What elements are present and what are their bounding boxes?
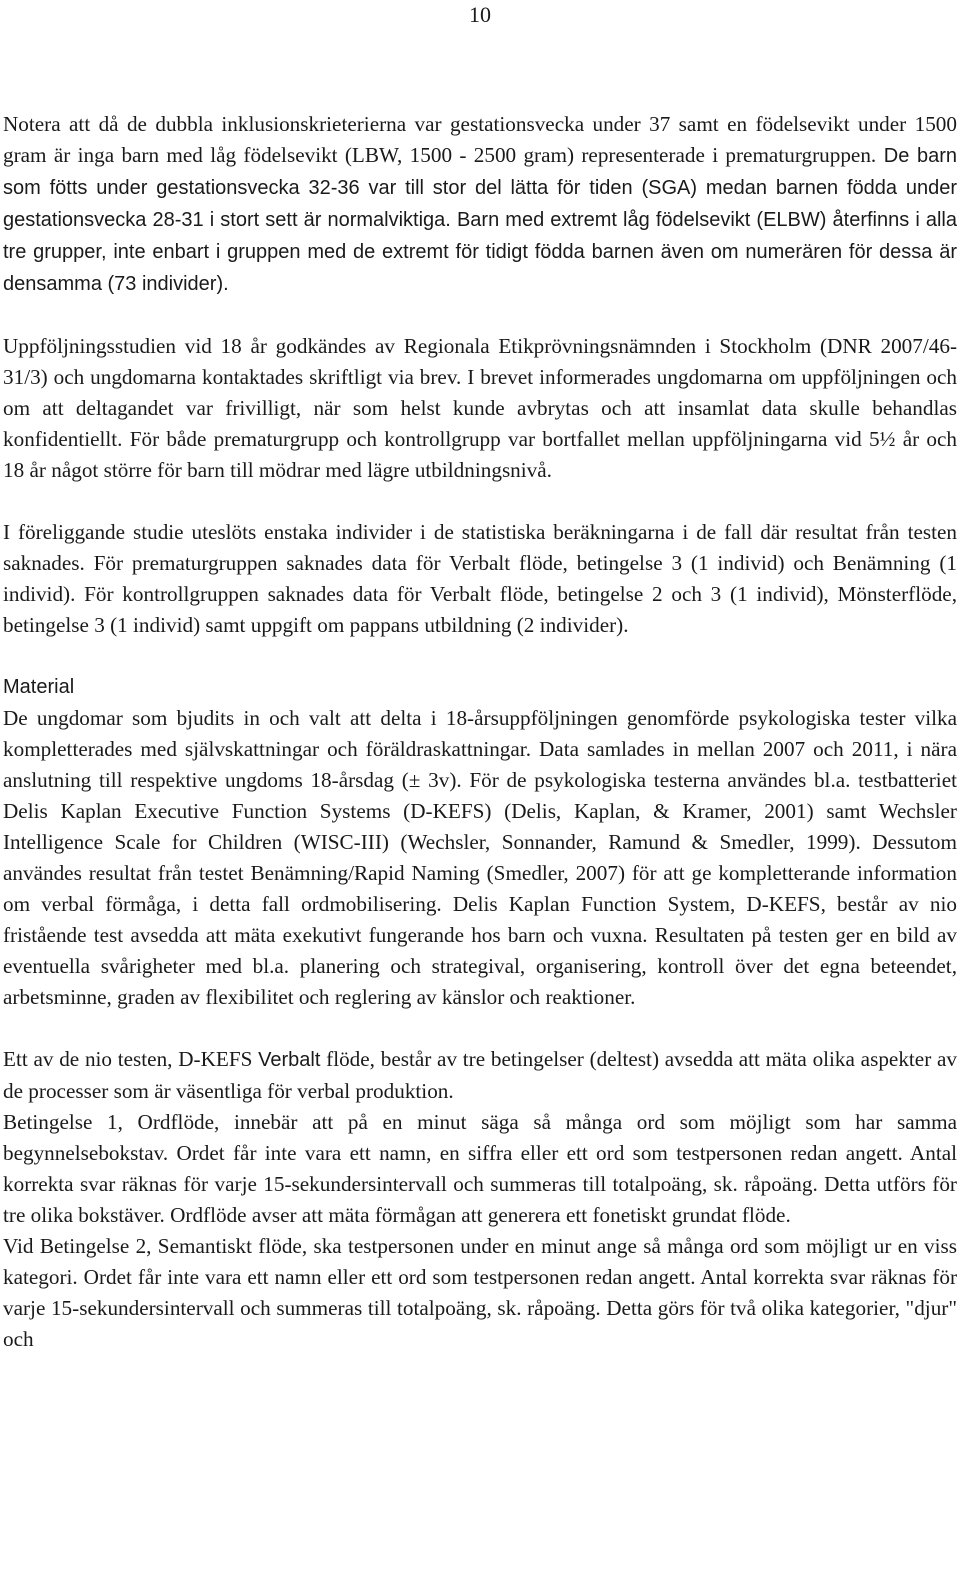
paragraph-material-e: Resultaten på testen ger en bild av eventuella svårigheter med bl.a. planering och strategival, organisering, kontroll över det egna beteendet, arbetsminne, graden av flexibilitet och reglering av känslor och reaktioner. — [3, 923, 957, 1009]
paragraph-material-c: Dessutom användes resultat från testet Benämning/Rapid Naming (Smedler, 2007) för att ge kompletterande information om verbal förmåga, i detta fall ordmobilisering. — [3, 830, 957, 916]
paragraph-material-b: För de psykologiska testerna användes bl.a. testbatteriet Delis Kaplan Executive Function Systems (D-KEFS) (Delis, Kaplan, & Kramer, 2001) samt Wechsler Intelligence Scale for Children (WISC-III) (Wechsler, Sonnander, Ramund & Smedler, 1999). — [3, 768, 957, 854]
paragraph-missing-data-b: För prematurgruppen saknades data för Verbalt flöde, betingelse 3 (1 individ) och Benämning (1 individ). — [3, 551, 957, 606]
paragraph-gap — [3, 486, 957, 517]
paragraph-inclusion-criteria-a: Notera att då de dubbla inklusionskrieterierna var gestationsvecka under 37 samt en födelsevikt under 1500 gram är inga barn med låg födelsevikt (LBW, 1500 - 2500 gram) representerade i prematurgruppen. — [3, 112, 957, 167]
paragraph-gap — [3, 1013, 957, 1044]
paragraph-verbal-fluency-intro — [3, 1044, 957, 1107]
paragraph-missing-data-a: I föreliggande studie uteslöts enstaka individer i de statistiska beräkningarna i de fall där resultat från testen saknades. — [3, 520, 957, 575]
paragraph-condition-2 — [3, 1231, 957, 1355]
paragraph-ethics-approval-c: För både prematurgrupp och kontrollgrupp var bortfallet mellan uppföljningarna vid 5½ år och 18 år något större för barn till mödrar med lägre utbildningsnivå. — [3, 427, 957, 482]
paragraph-verbal-fluency-intro-b: Verbalt — [258, 1049, 321, 1071]
paragraph-missing-data — [3, 517, 957, 641]
paragraph-inclusion-criteria-b: De barn som fötts under gestationsvecka 32-36 var till stor del lätta för tiden (SGA) medan barnen födda under gestationsvecka 28-31 i stort sett är normalviktiga. Barn med extremt låg födelsevikt (ELBW) återfinns i alla tre grupper, inte enbart i gruppen med de extremt för tidigt födda barnen även om numerären för dessa är densamma (73 individer). — [3, 145, 957, 295]
paragraph-condition-1 — [3, 1107, 957, 1231]
paragraph-missing-data-c: För kontrollgruppen saknades data för Verbalt flöde, betingelse 2 och 3 (1 individ), Mönsterflöde, betingelse 3 (1 individ) samt uppgift om pappans utbildning (2 individer). — [3, 582, 957, 637]
page-number: 10 — [469, 2, 491, 27]
paragraph-gap — [3, 300, 957, 331]
paragraph-ethics-approval-a: Uppföljningsstudien vid 18 år godkändes av Regionala Etikprövningsnämnden i Stockholm (DNR 2007/46-31/3) och ungdomarna kontaktades skriftligt via brev. — [3, 334, 957, 389]
paragraph-verbal-fluency-intro-c: flöde, består av tre betingelser (deltest) avsedda att mäta olika aspekter av de processer som är väsentliga för verbal produktion. — [3, 1047, 957, 1103]
paragraph-material-a: De ungdomar som bjudits in och valt att delta i 18-årsuppföljningen genomförde psykologiska tester vilka kompletterades med självskattningar och föräldraskattningar. Data samlades in mellan 2007 och 2011, i nära anslutning till respektive ungdoms 18-årsdag (± 3v). — [3, 706, 957, 792]
paragraph-ethics-approval — [3, 331, 957, 486]
section-heading-material: Material — [3, 676, 75, 698]
paragraph-ethics-approval-b: I brevet informerades ungdomarna om uppföljningen och om att deltagandet var frivilligt, när som helst kunde avbrytas och att insamlat data skulle behandlas konfidentiellt. — [3, 365, 957, 451]
paragraph-condition-2-a: Vid Betingelse 2, Semantiskt flöde, ska testpersonen under en minut ange så många ord som möjligt ur en viss kategori. Ordet får inte vara ett namn eller ett ord som testpersonen redan angett. Antal korrekta svar räknas för varje 15-sekundersintervall och summeras till totalpoäng, sk. råpoäng. Detta görs för två olika kategorier, "djur" och — [3, 1234, 957, 1351]
paragraph-gap — [3, 641, 957, 672]
paragraph-material-d: Delis Kaplan Function System, D-KEFS, består av nio fristående test avsedda att mäta exekutivt fungerande hos barn och vuxna. — [3, 892, 957, 947]
paragraph-condition-1-a: Betingelse 1, Ordflöde, innebär att på en minut säga så många ord som möjligt som har samma begynnelsebokstav. — [3, 1110, 957, 1165]
paragraph-verbal-fluency-intro-a: Ett av de nio testen, D-KEFS — [3, 1047, 259, 1071]
page-body — [3, 109, 957, 1355]
paragraph-material — [3, 703, 957, 1013]
paragraph-inclusion-criteria — [3, 109, 957, 300]
paragraph-condition-1-b: Ordet får inte vara ett namn, en siffra eller ett ord som testpersonen redan angett. Antal korrekta svar räknas för varje 15-sekundersintervall och summeras till totalpoäng, sk. råpoäng. Detta utförs för tre olika bokstäver. Ordflöde avser att mäta förmågan att generera ett fonetiskt grundat flöde. — [3, 1141, 957, 1227]
